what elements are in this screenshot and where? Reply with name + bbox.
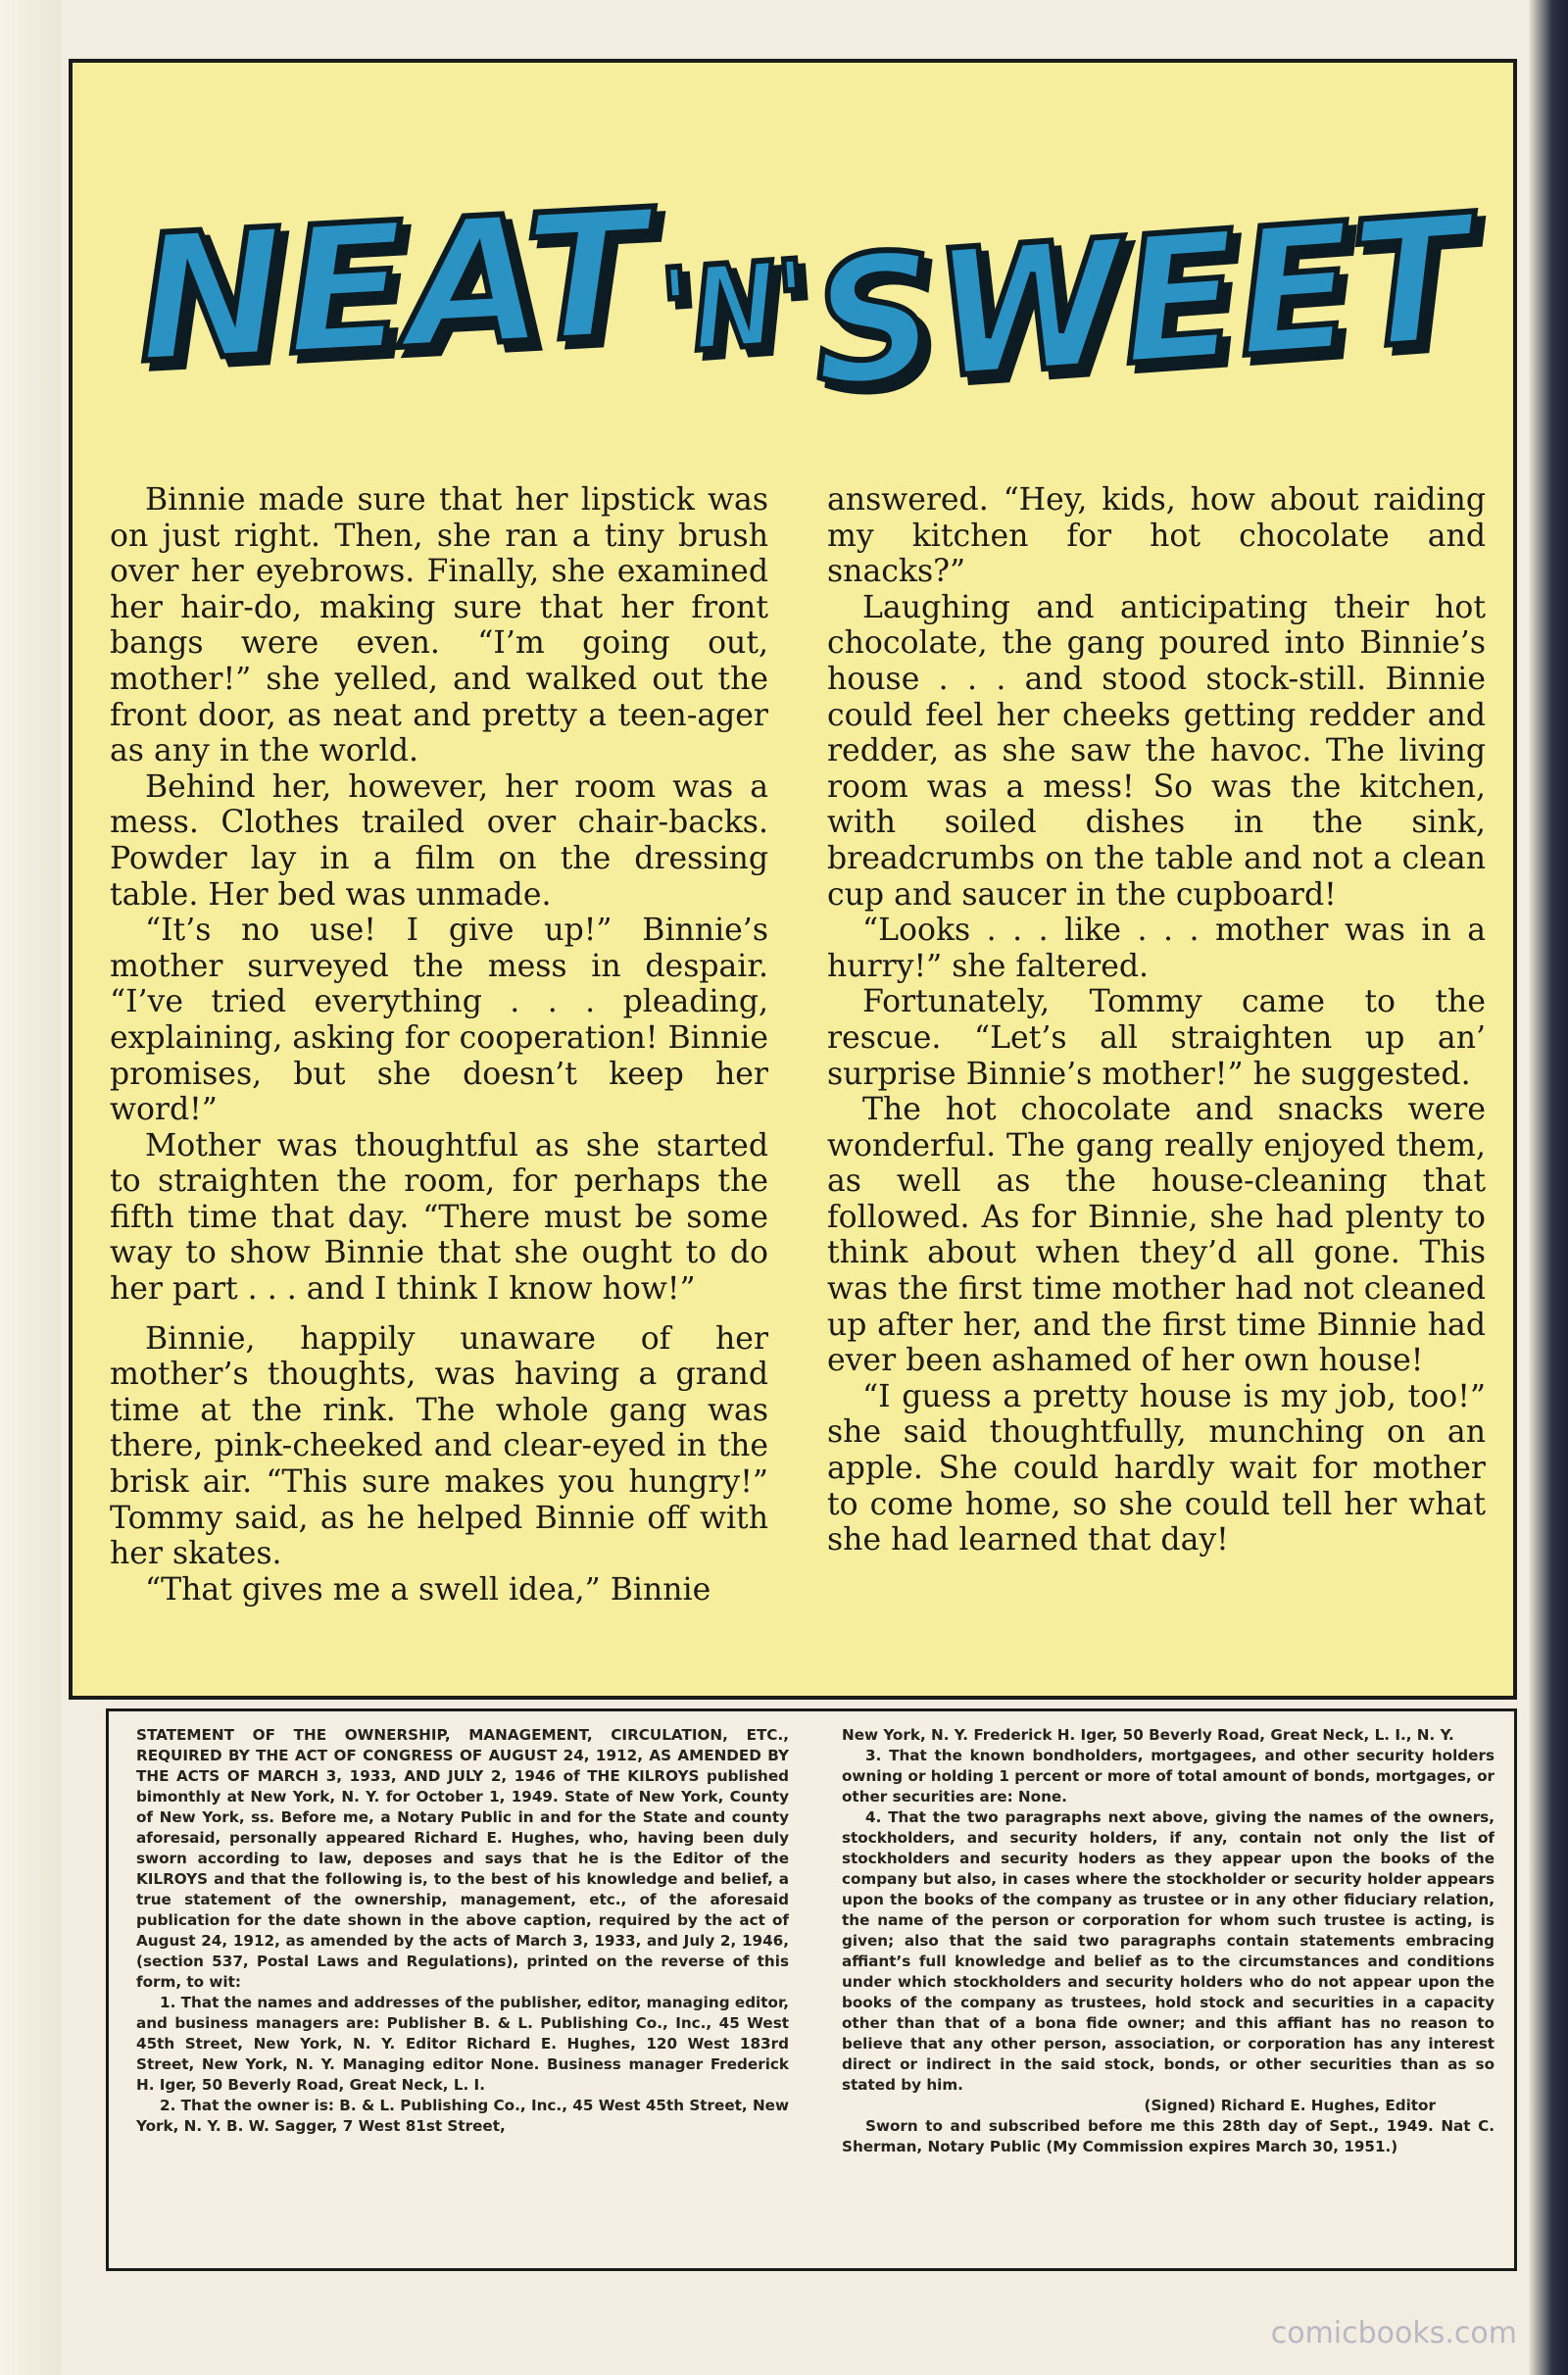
statement-paragraph: New York, N. Y. Frederick H. Iger, 50 Beverly Road, Great Neck, L. I., N. Y. [842, 1726, 1454, 1744]
statement-paragraph: 1. That the names and addresses of the publisher, editor, managing editor, and business managers are: Publisher B. & L. Publishing Co., Inc., 45 West 45th Street, New York, N. Y. Editor Richard E. Hughes, 120 West 183rd Street, New York, N. Y. Managing editor None. Business manager Frederick H. Iger, 50 Beverly Road, Great Neck, L. I. [136, 1994, 789, 2094]
paper-edge-right [1529, 0, 1568, 2375]
story-columns [110, 482, 1486, 1688]
story-paragraph: Laughing and anticipating their hot chocolate, the gang poured into Binnie’s house . . . and stood stock-still. Binnie could feel her cheeks getting redder and redder, as she saw the havoc. The living room was a mess! So was the kitchen, with soiled dishes in the sink, breadcrumbs on the table and not a clean cup and saucer in the cupboard! [827, 589, 1486, 913]
story-paragraph: answered. “Hey, kids, how about raiding my kitchen for hot chocolate and snacks?” [827, 482, 1486, 590]
statement-columns [136, 1725, 1494, 2262]
story-paragraph: “Looks . . . like . . . mother was in a hurry!” she faltered. [827, 913, 1486, 984]
story-paragraph: Binnie made sure that her lipstick was on just right. Then, she ran a tiny brush over her eyebrows. Finally, she examined her hair-do, making sure that her front bangs were even. “I’m going out, mother!” she yelled, and walked out the front door, as neat and pretty a teen-ager as any in the world. [110, 482, 768, 769]
title-word-neat: NEAT [131, 173, 645, 402]
story-paragraph: “It’s no use! I give up!” Binnie’s mother surveyed the mess in despair. “I’ve tried everything . . . pleading, explaining, asking for cooperation! Binnie promises, but she doesn’t keep her word!” [110, 913, 768, 1128]
story-title [73, 63, 1513, 523]
statement-paragraph: STATEMENT OF THE OWNERSHIP, MANAGEMENT, CIRCULATION, ETC., REQUIRED BY THE ACT OF CONGRESS OF AUGUST 24, 1912, AS AMENDED BY THE ACTS OF MARCH 3, 1933, AND JULY 2, 1946 of THE KILROYS published bimonthly at New York, N. Y. for October 1, 1949. State of New York, County of New York, ss. Before me, a Notary Public in and for the State and county aforesaid, personally appeared Richard E. Hughes, who, having been duly sworn according to law, deposes and says that he is the Editor of the KILROYS and that the following is, to the best of his knowledge and belief, a true statement of the ownership, management, etc., of the aforesaid publication for the date shown in the above caption, required by the act of August 24, 1912, as amended by the acts of March 3, 1933, and July 2, 1946, (section 537, Postal Laws and Regulations), printed on the reverse of this form, to wit: [136, 1726, 789, 1991]
story-paragraph: “That gives me a swell idea,” Binnie [145, 1571, 711, 1608]
title-logo [73, 63, 1517, 523]
story-panel [69, 59, 1517, 1700]
statement-notary: Sworn to and subscribed before me this 28th day of Sept., 1949. Nat C. Sherman, Notary Public (My Commission expires March 30, 1951.) [842, 2117, 1494, 2155]
statement-paragraph: 3. That the known bondholders, mortgagees, and other security holders owning or holding 1 percent or more of total amount of bonds, mortgages, or other securities are: None. [842, 1747, 1494, 1806]
story-column-left [110, 482, 768, 1688]
statement-signature: (Signed) Richard E. Hughes, Editor [1144, 2097, 1436, 2114]
statement-paragraph: 2. That the owner is: B. & L. Publishing Co., Inc., 45 West 45th Street, New York, N. Y. B. W. Sagger, 7 West 81st Street, [136, 2097, 789, 2135]
title-word-sweet: SWEET [806, 175, 1494, 426]
paper-edge-left [0, 0, 61, 2375]
story-paragraph: Binnie, happily unaware of her mother’s thoughts, was having a grand time at the rink. The whole gang was there, pink-cheeked and clear-eyed in the brisk air. “This sure makes you hungry!” Tommy said, as he helped Binnie off with her skates. [110, 1320, 768, 1572]
story-paragraph: Fortunately, Tommy came to the rescue. “Let’s all straighten up an’ surprise Binnie’s mother!” he suggested. [827, 984, 1486, 1092]
story-paragraph: Behind her, however, her room was a mess. Clothes trailed over chair-backs. Powder lay in a film on the dressing table. Her bed was unmade. [110, 768, 768, 913]
story-paragraph: Mother was thoughtful as she started to straighten the room, for perhaps the fifth time that day. “There must be some way to show Binnie that she ought to do her part . . . and I think I know how!” [110, 1127, 768, 1308]
statement-paragraph: 4. That the two paragraphs next above, giving the names of the owners, stockholders, and security holders, if any, contain not only the list of stockholders and security hoders as they appear upon the books of the company but also, in cases where the stockholder or security holder appears upon the books of the company as trustee or in any other fiduciary relation, the name of the person or corporation for whom such trustee is acting, is given; also that the said two paragraphs contain statements embracing affiant’s full knowledge and belief as to the circumstances and conditions under which stockholders and security holders who do not appear upon the books of the company as trustees, hold stock and securities in a capacity other than that of a bona fide owner; and this affiant has no reason to believe that any other person, association, or corporation has any interest direct or indirect in the said stock, bonds, or other securities than as so stated by him. [842, 1808, 1494, 2094]
story-paragraph: “I guess a pretty house is my job, too!” she said thoughtfully, munching on an apple. She could hardly wait for mother to come home, so she could tell her what she had learned that day! [827, 1378, 1486, 1559]
ownership-statement [106, 1708, 1517, 2271]
watermark: comicbooks.com [1270, 2316, 1517, 2350]
statement-column-left [136, 1725, 789, 2262]
statement-column-right [842, 1725, 1494, 2262]
title-word-n: 'N' [656, 232, 834, 380]
story-paragraph: The hot chocolate and snacks were wonderful. The gang really enjoyed them, as well as the house-cleaning that followed. As for Binnie, she had plenty to think about when they’d all gone. This was the first time mother had not cleaned up after her, and the first time Binnie had ever been ashamed of her own house! [827, 1092, 1486, 1379]
story-column-right [827, 482, 1486, 1688]
